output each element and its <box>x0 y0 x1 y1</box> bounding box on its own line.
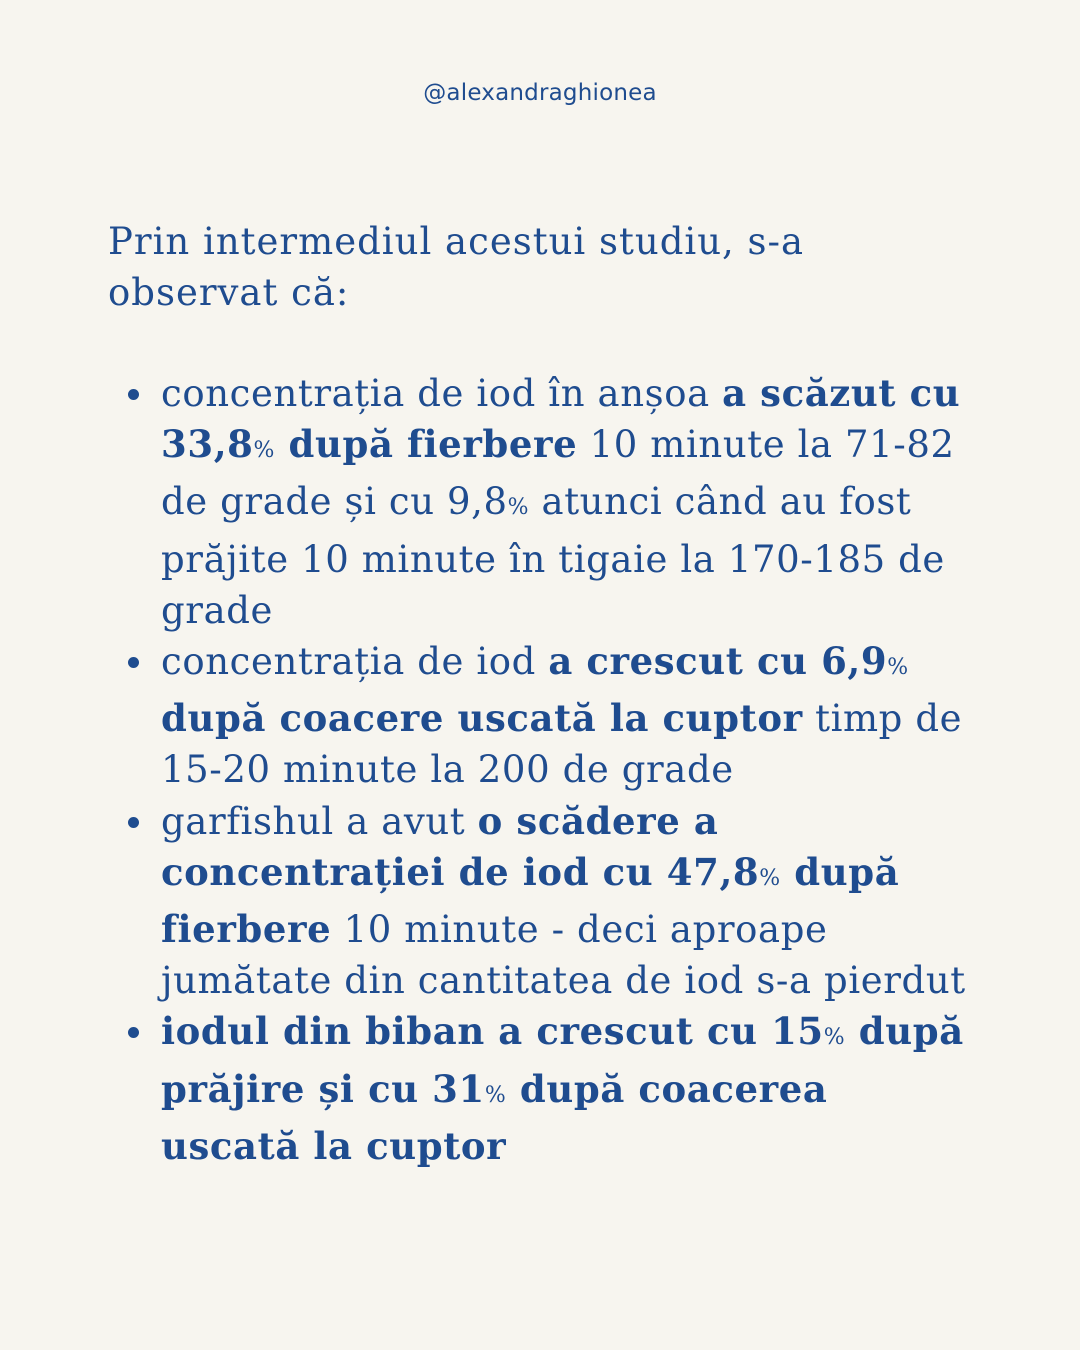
percent-sign: % <box>887 655 909 681</box>
bullet-dot-icon <box>128 389 139 400</box>
intro-paragraph: Prin intermediul acestui studiu, s-a observat că: <box>108 220 805 314</box>
emphasis-text: după prăjire și cu 31 <box>161 1009 964 1111</box>
body-text: 10 minute la 71-82 de grade și cu 9,8 <box>161 423 955 524</box>
emphasis-text: a crescut cu 6,9 <box>548 639 888 684</box>
body-text: timp de 15-20 minute la 200 de grade <box>161 697 963 792</box>
finding-item <box>108 796 978 1007</box>
emphasis-text: după fierbere <box>161 849 900 952</box>
findings-list <box>108 368 978 1172</box>
percent-sign: % <box>253 438 276 464</box>
percent-sign: % <box>759 865 781 891</box>
body-text: atunci când au fost prăjite 10 minute în tigaie la 170-185 de grade <box>161 480 945 632</box>
bullet-dot-icon <box>128 1027 139 1038</box>
percent-sign: % <box>484 1082 507 1108</box>
body-text: 10 minute - deci aproape jumătate din cantitatea de iod s-a pierdut <box>161 908 966 1003</box>
bullet-dot-icon <box>128 817 139 828</box>
finding-item <box>108 1006 978 1172</box>
percent-sign: % <box>507 495 530 521</box>
finding-item <box>108 636 978 796</box>
emphasis-text: după coacerea uscată la cuptor <box>161 1066 828 1168</box>
emphasis-text: iodul din biban a crescut cu 15 <box>161 1009 824 1054</box>
emphasis-text: a scăzut cu 33,8 <box>161 371 961 467</box>
emphasis-text: o scădere a concentrației de iod cu 47,8 <box>161 798 760 894</box>
author-handle: @alexandraghionea <box>423 80 657 106</box>
percent-sign: % <box>823 1025 846 1051</box>
emphasis-text: după coacere uscată la cuptor <box>161 696 803 741</box>
body-text: concentrația de iod <box>161 640 549 684</box>
body-text: concentrația de iod în anșoa <box>161 372 723 415</box>
finding-item <box>108 368 978 636</box>
bullet-dot-icon <box>128 657 139 668</box>
body-text: garfishul a avut <box>161 799 478 843</box>
emphasis-text: după fierbere <box>275 422 578 467</box>
